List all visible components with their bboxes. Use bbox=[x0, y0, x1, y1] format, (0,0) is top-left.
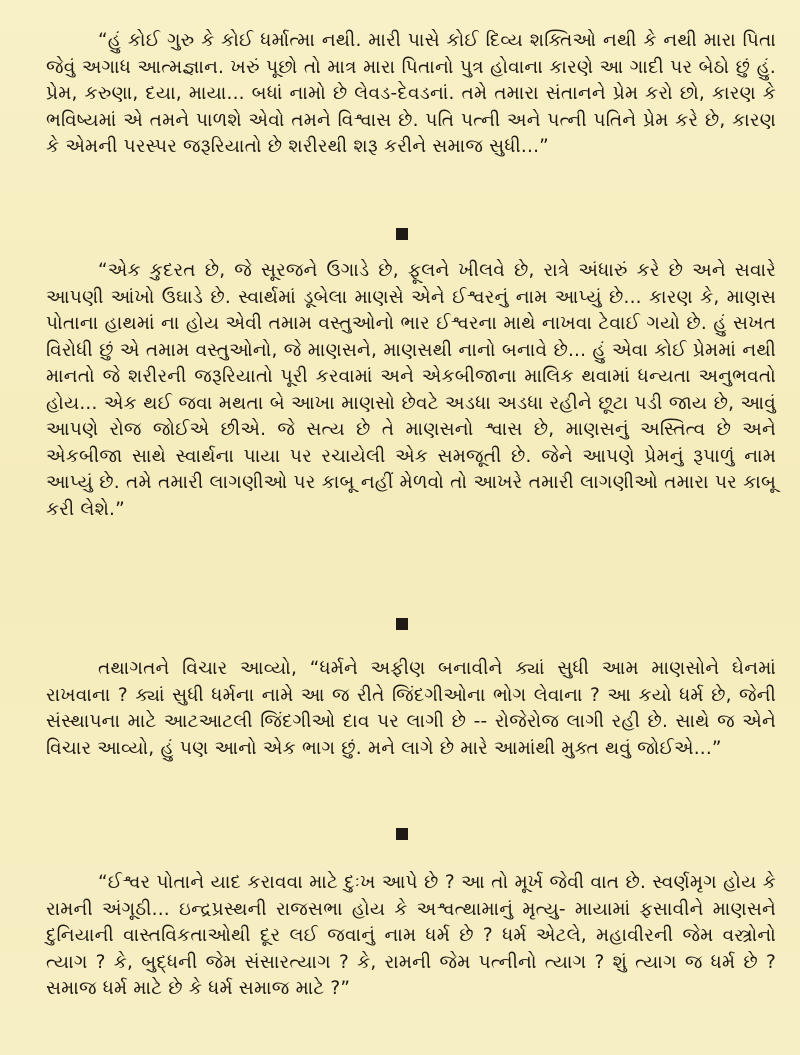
paragraph-2 bbox=[46, 258, 776, 523]
section-separator-square bbox=[396, 618, 408, 630]
section-separator-square bbox=[396, 828, 408, 840]
paragraph-4 bbox=[46, 870, 776, 1003]
section-separator-square bbox=[396, 228, 408, 240]
paragraph-2-text: “એક કુદરત છે, જે સૂરજને ઉગાડે છે, ફૂલને ખીલવે છે, રાત્રે અંધારું કરે છે અને સવારે આપણી આંખો ઉઘાડે છે. સ્વાર્થમાં ડૂબેલા માણસે એને ઈશ્વરનું નામ આપ્યું છે... કારણ કે, માણસ પોતાના હાથમાં ના હોય એવી તમામ વસ્તુઓનો ભાર ઈશ્વરના માથે નાખવા ટેવાઈ ગયો છે. હું સખત વિરોધી છું એ તમામ વસ્તુઓનો, જે માણસને, માણસથી નાનો બનાવે છે... હું એવા કોઈ પ્રેમમાં નથી માનતો જે શરીરની જરૂરિયાતો પૂરી કરવામાં અને એકબીજાના માલિક થવામાં ધન્યતા અનુભવતો હોય... એક થઈ જવા મથતા બે આખા માણસો છેવટે અડધા અડધા રહીને છૂટા પડી જાય છે, આવું આપણે રોજ જોઈએ છીએ. જે સત્ય છે તે માણસનો શ્વાસ છે, માણસનું અસ્તિત્વ છે અને એકબીજા સાથે સ્વાર્થના પાયા પર રચાયેલી એક સમજૂતી છે. જેને આપણે પ્રેમનું રૂપાળું નામ આપ્યું છે. તમે તમારી લાગણીઓ પર કાબૂ નહીં મેળવો તો આખરે તમારી લાગણીઓ તમારા પર કાબૂ કરી લેશે.” bbox=[46, 260, 776, 520]
paragraph-1 bbox=[46, 28, 776, 161]
paragraph-4-text: “ઈશ્વર પોતાને યાદ કરાવવા માટે દુઃખ આપે છે ? આ તો મૂર્ખ જેવી વાત છે. સ્વર્ણમૃગ હોય કે રામની અંગૂઠી... ઇન્દ્રપ્રસ્થની રાજસભા હોય કે અશ્વત્થામાનું મૃત્યુ- માયામાં ફસાવીને માણસને દુનિયાની વાસ્તવિકતાઓથી દૂર લઈ જવાનું નામ ધર્મ છે ? ધર્મ એટલે, મહાવીરની જેમ વસ્ત્રોનો ત્યાગ ? કે, બુદ્ધની જેમ સંસારત્યાગ ? કે, રામની જેમ પત્નીનો ત્યાગ ? શું ત્યાગ જ ધર્મ છે ? સમાજ ધર્મ માટે છે કે ધર્મ સમાજ માટે ?” bbox=[46, 872, 776, 999]
paragraph-1-text: “હું કોઈ ગુરુ કે કોઈ ધર્માત્મા નથી. મારી પાસે કોઈ દિવ્ય શક્તિઓ નથી કે નથી મારા પિતા જેવું અગાધ આત્મજ્ઞાન. ખરું પૂછો તો માત્ર મારા પિતાનો પુત્ર હોવાના કારણે આ ગાદી પર બેઠો છું હું. પ્રેમ, કરુણા, દયા, માયા... બધાં નામો છે લેવડ-દેવડનાં. તમે તમારા સંતાનને પ્રેમ કરો છો, કારણ કે ભવિષ્યમાં એ તમને પાળશે એવો તમને વિશ્વાસ છે. પતિ પત્ની અને પત્ની પતિને પ્રેમ કરે છે, કારણ કે એમની પરસ્પર જરૂરિયાતો છે શરીરથી શરૂ કરીને સમાજ સુધી...” bbox=[46, 30, 776, 157]
paragraph-3 bbox=[46, 656, 776, 762]
paragraph-3-text: તથાગતને વિચાર આવ્યો, “ધર્મને અફીણ બનાવીને ક્યાં સુધી આમ માણસોને ઘેનમાં રાખવાના ? ક્યાં સુધી ધર્મના નામે આ જ રીતે જિંદગીઓના ભોગ લેવાના ? આ કયો ધર્મ છે, જેની સંસ્થાપના માટે આટઆટલી જિંદગીઓ દાવ પર લાગી છે -- રોજેરોજ લાગી રહી છે. સાથે જ એને વિચાર આવ્યો, હું પણ આનો એક ભાગ છું. મને લાગે છે મારે આમાંથી મુક્ત થવું જોઈએ...” bbox=[46, 658, 776, 759]
